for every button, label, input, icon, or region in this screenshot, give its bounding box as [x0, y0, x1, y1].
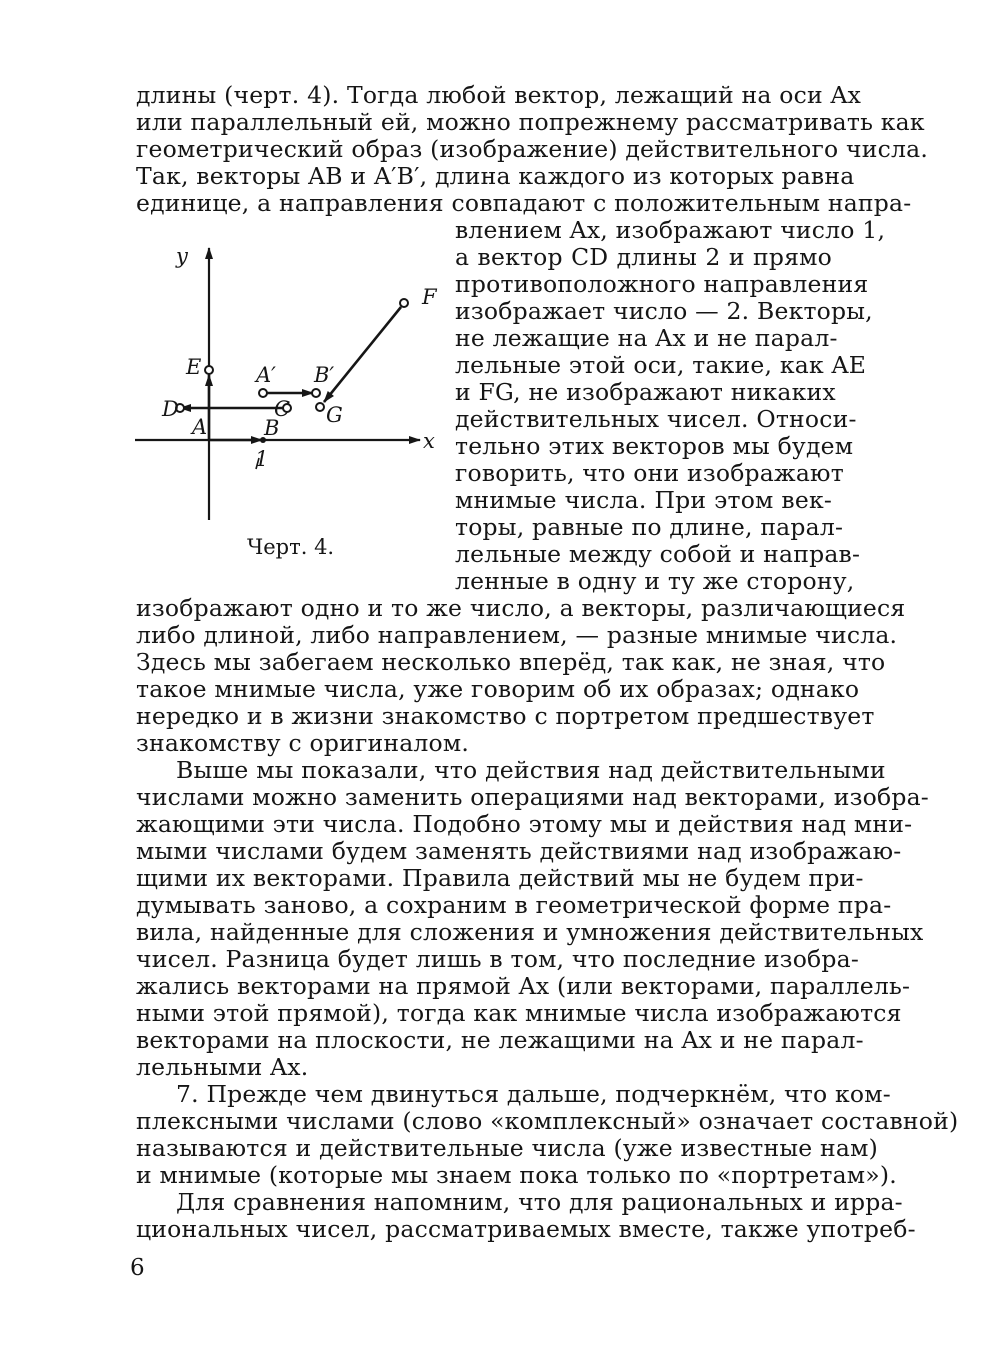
text-line: изображают одно и то же число, а векторы, различающиеся — [136, 594, 906, 622]
text-line: Здесь мы забегаем несколько вперёд, так как, не зная, что — [136, 648, 886, 676]
text-line: лельные этой оси, такие, как AE — [455, 351, 867, 379]
label-e: E — [186, 355, 202, 379]
text-line: жающими эти числа. Подобно этому мы и действия над мни- — [136, 810, 913, 838]
point-b-prime — [312, 389, 320, 397]
text-line: Для сравнения напомним, что для рациональных и ирра- — [176, 1188, 903, 1216]
text-line: говорить, что они изображают — [455, 459, 844, 487]
label-a: A — [192, 415, 208, 439]
vector-diagram — [130, 230, 460, 580]
text-line: знакомству с оригиналом. — [136, 729, 470, 757]
text-line: циональных чисел, рассматриваемых вместе, также употреб- — [136, 1215, 916, 1243]
text-line: единице, а направления совпадают с положительным напра- — [136, 189, 912, 217]
label-x: x — [423, 429, 435, 453]
label-g: G — [326, 403, 343, 427]
label-c: C — [274, 397, 291, 421]
label-b-prime: B′ — [314, 363, 335, 387]
text-line: мнимые числа. При этом век- — [455, 486, 832, 514]
text-line: ленные в одну и ту же сторону, — [455, 567, 855, 595]
point-e — [205, 366, 213, 374]
text-line: плексными числами (слово «комплексный» означает составной) — [136, 1107, 959, 1135]
label-a-prime: A′ — [256, 363, 276, 387]
label-b: B — [264, 416, 280, 440]
text-line: и мнимые (которые мы знаем пока только по «портретам»). — [136, 1161, 897, 1189]
text-line: жались векторами на прямой Ax (или векторами, параллель- — [136, 972, 911, 1000]
text-line: называются и действительные числа (уже известные нам) — [136, 1134, 878, 1162]
text-line: Выше мы показали, что действия над действительными — [176, 756, 886, 784]
text-line: вила, найденные для сложения и умножения действительных — [136, 918, 924, 946]
text-line: а вектор CD длины 2 и прямо — [455, 243, 832, 271]
text-line: мыми числами будем заменять действиями над изображаю- — [136, 837, 902, 865]
label-one: 1 — [255, 447, 269, 471]
text-line: тельно этих векторов мы будем — [455, 432, 854, 460]
label-y: y — [176, 244, 188, 268]
text-line: числами можно заменить операциями над векторами, изобра- — [136, 783, 929, 811]
text-line: не лежащие на Ax и не парал- — [455, 324, 838, 352]
text-line: 7. Прежде чем двинуться дальше, подчеркнём, что ком- — [176, 1080, 891, 1108]
figure-caption: Черт. 4. — [247, 535, 335, 559]
label-f: F — [422, 285, 437, 309]
text-line: лельные между собой и направ- — [455, 540, 861, 568]
text-line: влением Ax, изображают число 1, — [455, 216, 886, 244]
page-number: 6 — [130, 1255, 145, 1281]
text-line: и FG, не изображают никаких — [455, 378, 836, 406]
text-line: геометрический образ (изображение) действительного числа. — [136, 135, 929, 163]
text-line: такое мнимые числа, уже говорим об их образах; однако — [136, 675, 860, 703]
text-line: Так, векторы AB и A′B′, длина каждого из которых равна — [136, 162, 855, 190]
text-line: длины (черт. 4). Тогда любой вектор, лежащий на оси Ax — [136, 81, 862, 109]
vector-fg — [324, 307, 401, 402]
point-g — [316, 403, 324, 411]
label-d: D — [162, 397, 179, 421]
text-line: либо длиной, либо направлением, — разные мнимые числа. — [136, 621, 898, 649]
text-line: действительных чисел. Относи- — [455, 405, 857, 433]
text-line: противоположного направления — [455, 270, 869, 298]
point-a-prime — [259, 389, 267, 397]
text-line: нередко и в жизни знакомство с портретом предшествует — [136, 702, 875, 730]
text-line: векторами на плоскости, не лежащими на Ax и не парал- — [136, 1026, 864, 1054]
point-f — [400, 299, 408, 307]
text-line: ными этой прямой), тогда как мнимые числа изображаются — [136, 999, 902, 1027]
text-line: изображает число — 2. Векторы, — [455, 297, 873, 325]
text-line: торы, равные по длине, парал- — [455, 513, 844, 541]
text-line: или параллельный ей, можно попрежнему рассматривать как — [136, 108, 925, 136]
text-line: думывать заново, а сохраним в геометрической форме пра- — [136, 891, 892, 919]
text-line: лельными Ax. — [136, 1053, 309, 1081]
text-line: чисел. Разница будет лишь в том, что последние изобра- — [136, 945, 859, 973]
text-line: щими их векторами. Правила действий мы не будем при- — [136, 864, 864, 892]
